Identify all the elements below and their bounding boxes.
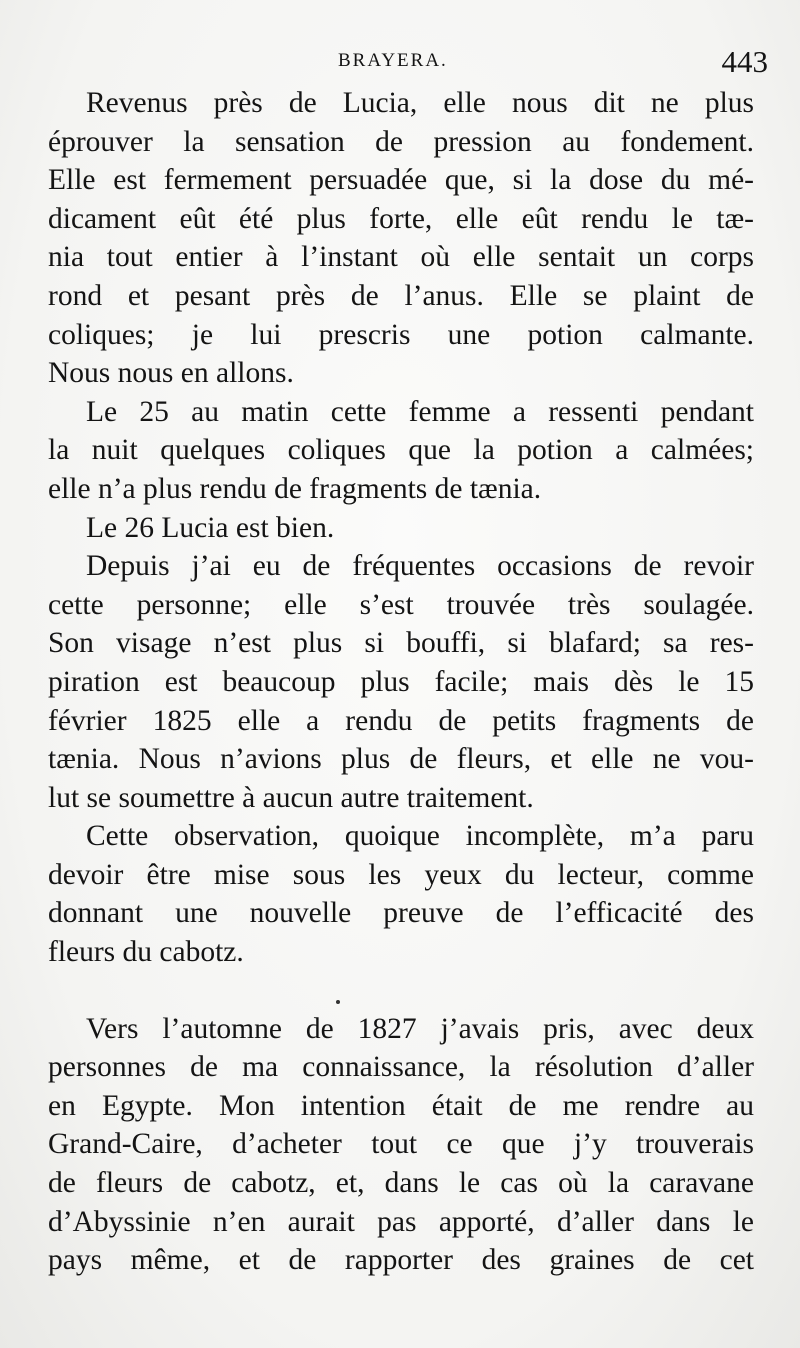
text-line: Le 26 Lucia est bien. <box>86 511 335 544</box>
text-line: piration est beaucoup plus facile; mais dès le 15 <box>48 665 754 698</box>
text-line: cette personne; elle s’est trouvée très soulagée. <box>48 588 754 621</box>
text-line: Cette observation, quoique incomplète, m’a paru <box>86 820 754 853</box>
text-line: Le 25 au matin cette femme a ressenti pendant <box>86 395 754 428</box>
text-line: elle n’a plus rendu de fragments de tænia. <box>48 472 542 505</box>
paragraph <box>48 547 754 817</box>
text-line: lut se soumettre à aucun autre traitement. <box>48 781 534 814</box>
paragraph <box>48 509 754 548</box>
text-line: personnes de ma connaissance, la résolution d’aller <box>48 1051 754 1084</box>
text-line: nia tout entier à l’instant où elle sentait un corps <box>48 241 754 274</box>
body-text <box>48 84 754 1280</box>
paragraph <box>48 817 754 971</box>
text-line: devoir être mise sous les yeux du lecteur, comme <box>48 858 754 891</box>
paragraph <box>48 393 754 509</box>
text-line: tænia. Nous n’avions plus de fleurs, et elle ne vou- <box>48 743 754 776</box>
running-head: BRAYERA. <box>338 50 448 71</box>
text-line: fleurs du cabotz. <box>48 936 244 969</box>
paragraph <box>48 84 754 393</box>
text-line: d’Abyssinie n’en aurait pas apporté, d’aller dans le <box>48 1205 754 1238</box>
text-line: Depuis j’ai eu de fréquentes occasions de revoir <box>86 550 754 583</box>
text-line: pays même, et de rapporter des graines de cet <box>48 1244 754 1277</box>
text-line: donnant une nouvelle preuve de l’efficacité des <box>48 897 754 930</box>
text-line: Vers l’automne de 1827 j’avais pris, avec deux <box>86 1012 754 1045</box>
page-number: 443 <box>721 44 768 79</box>
text-line: éprouver la sensation de pression au fondement. <box>48 125 754 158</box>
text-line: en Egypte. Mon intention était de me rendre au <box>48 1089 754 1122</box>
text-line: Elle est fermement persuadée que, si la dose du mé- <box>48 164 754 197</box>
text-line: Revenus près de Lucia, elle nous dit ne plus <box>86 87 754 119</box>
separator-dot <box>336 1000 340 1004</box>
text-line: coliques; je lui prescris une potion calmante. <box>48 318 754 351</box>
text-line: rond et pesant près de l’anus. Elle se plaint de <box>48 279 754 312</box>
text-line: dicament eût été plus forte, elle eût rendu le tæ- <box>48 202 754 235</box>
section-separator <box>48 972 754 1010</box>
text-line: Son visage n’est plus si bouffi, si blafard; sa res- <box>48 627 754 660</box>
text-line: Nous nous en allons. <box>48 357 294 390</box>
text-line: Grand-Caire, d’acheter tout ce que j’y trouverais <box>48 1128 754 1161</box>
page-header <box>48 44 768 84</box>
text-line: février 1825 elle a rendu de petits fragments de <box>48 704 754 737</box>
text-line: la nuit quelques coliques que la potion a calmées; <box>48 434 754 467</box>
text-line: de fleurs de cabotz, et, dans le cas où la caravane <box>48 1167 754 1200</box>
paragraph <box>48 1010 754 1280</box>
